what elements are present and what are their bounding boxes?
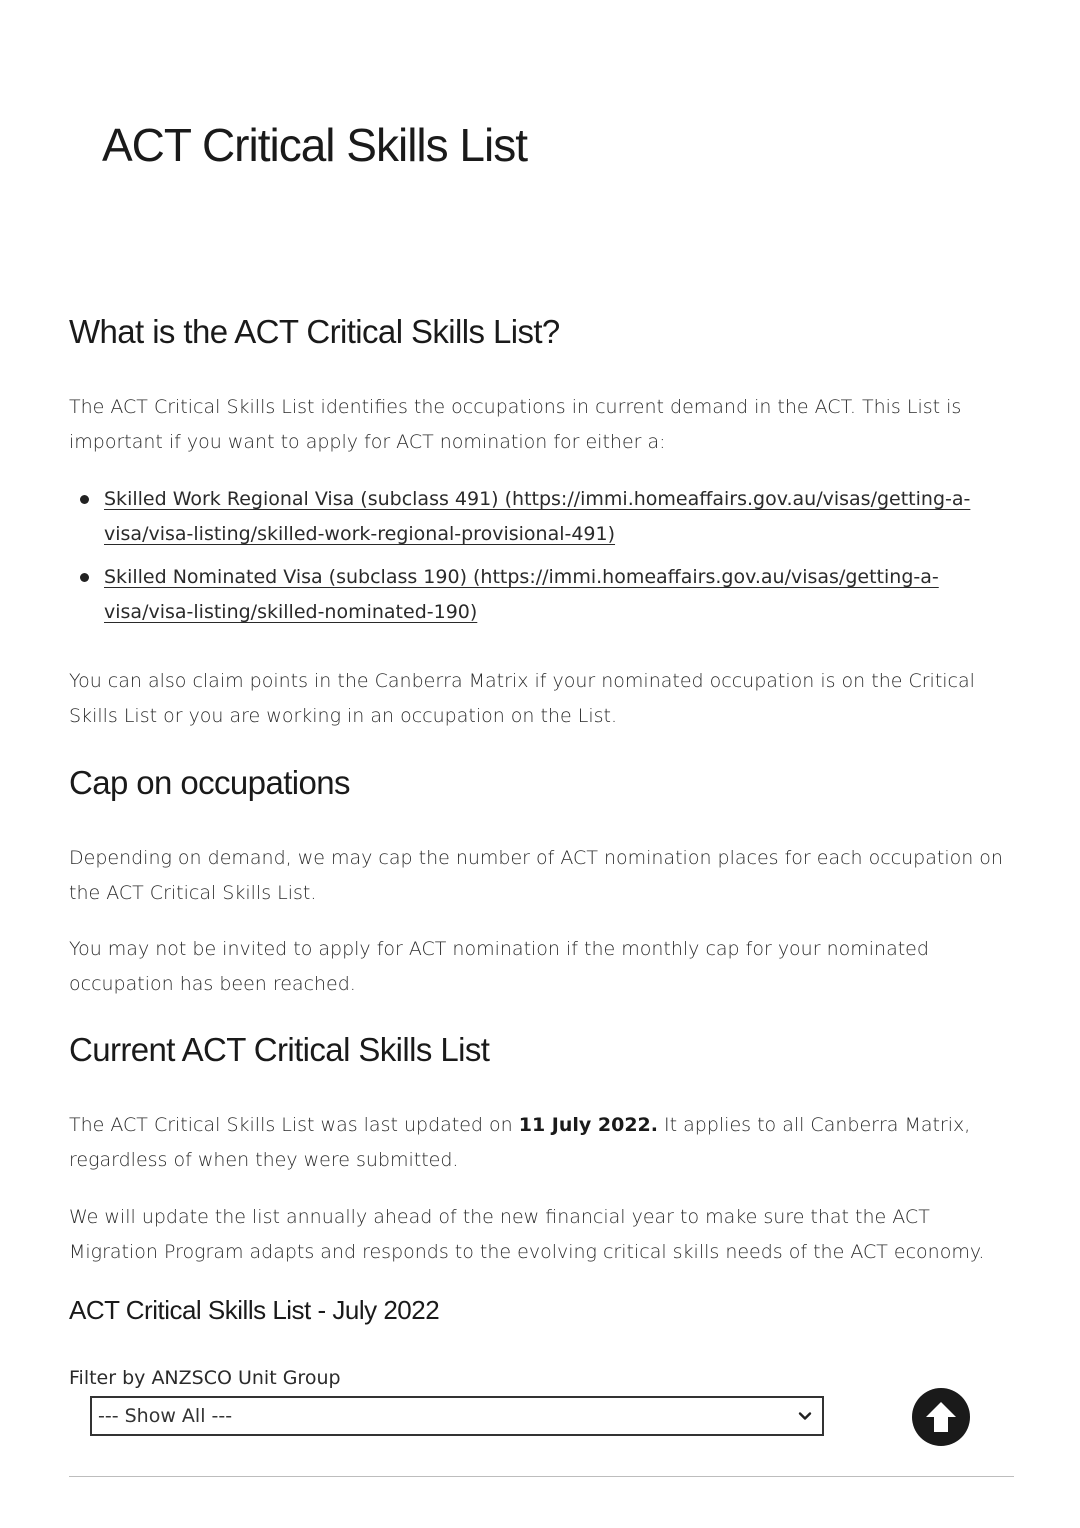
applies-text: It applies to all Canberra Matrix, regardless of when they were submitted. [69, 1114, 971, 1171]
anzsco-filter-select[interactable] [90, 1396, 824, 1436]
current-list-paragraph-1 [69, 1108, 1014, 1178]
divider [69, 1476, 1014, 1477]
filter-label: Filter by ANZSCO Unit Group [69, 1367, 341, 1389]
filter-selected-value: --- Show All --- [98, 1405, 233, 1427]
cap-paragraph-1: Depending on demand, we may cap the number of ACT nomination places for each occupation on the ACT Critical Skills List. [69, 847, 1003, 904]
visa-491-link[interactable]: Skilled Work Regional Visa (subclass 491) (https://immi.homeaffairs.gov.au/visas/getting-a-visa/visa-listing/skilled-work-regional-provisional-491) [104, 488, 971, 545]
chevron-down-icon [798, 1409, 812, 1423]
arrow-up-icon [919, 1395, 963, 1439]
list-item [69, 560, 1014, 630]
what-is-intro: The ACT Critical Skills List identifies the occupations in current demand in the ACT. This List is important if you want to apply for ACT nomination for either a: [69, 396, 962, 453]
list-item [69, 482, 1014, 552]
cap-paragraph-2: You may not be invited to apply for ACT nomination if the monthly cap for your nominated occupation has been reached. [69, 938, 929, 995]
current-list-heading: Current ACT Critical Skills List [69, 1031, 490, 1068]
cap-heading: Cap on occupations [69, 764, 350, 801]
what-is-heading: What is the ACT Critical Skills List? [69, 313, 560, 350]
page-title: ACT Critical Skills List [102, 119, 527, 171]
updated-text: The ACT Critical Skills List was last updated on [69, 1114, 519, 1136]
bullet-icon [80, 573, 89, 582]
list-version-heading: ACT Critical Skills List - July 2022 [69, 1295, 440, 1325]
visa-link-list [69, 482, 1014, 638]
current-list-paragraph-2: We will update the list annually ahead of the new financial year to make sure that the ACT Migration Program adapts and responds to the evolving critical skills needs of the ACT economy. [69, 1206, 985, 1263]
scroll-to-top-button[interactable] [912, 1388, 970, 1446]
updated-date: 11 July 2022. [518, 1114, 658, 1136]
what-is-outro: You can also claim points in the Canberra Matrix if your nominated occupation is on the Critical Skills List or you are working in an occupation on the List. [69, 670, 975, 727]
bullet-icon [80, 495, 89, 504]
visa-190-link[interactable]: Skilled Nominated Visa (subclass 190) (https://immi.homeaffairs.gov.au/visas/getting-a-visa/visa-listing/skilled-nominated-190) [104, 566, 939, 623]
